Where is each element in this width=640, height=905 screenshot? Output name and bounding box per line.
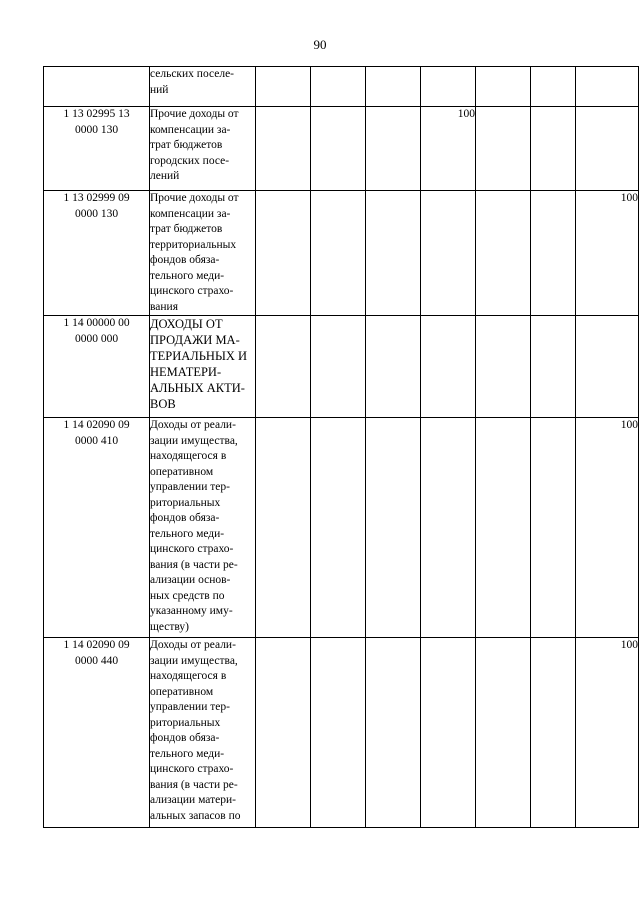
income-name-cell — [150, 316, 256, 418]
percent-value-cell — [366, 107, 421, 191]
income-name-cell — [150, 67, 256, 107]
income-name-line: управлении тер- — [150, 701, 230, 713]
percent-value-cell — [531, 191, 576, 316]
percent-value-cell — [476, 316, 531, 418]
income-name-line: ализации матери- — [150, 794, 236, 806]
percent-value-cell — [311, 191, 366, 316]
budget-code-line: 1 13 02995 13 — [63, 108, 130, 120]
percent-value-cell — [576, 316, 639, 418]
budget-code-cell — [44, 418, 150, 638]
percent-value-cell — [421, 418, 476, 638]
budget-code-line: 0000 130 — [74, 123, 119, 136]
income-name-line: Доходы от реали- — [150, 419, 236, 431]
income-name-line: альных запасов по — [150, 809, 241, 822]
income-name-line: компенсации за- — [150, 207, 231, 220]
income-name-line: зации имущества, — [150, 434, 238, 447]
income-name-cell — [150, 638, 256, 828]
income-name-line: оперативном — [150, 685, 214, 698]
income-name-line: тельного меди- — [150, 747, 225, 760]
percent-value-cell — [311, 107, 366, 191]
budget-code-line: 0000 440 — [74, 654, 119, 667]
budget-code-cell — [44, 67, 150, 107]
percent-value-cell — [256, 418, 311, 638]
percent-value-cell — [576, 107, 639, 191]
income-name-line: ПРОДАЖИ МА- — [150, 333, 240, 347]
table-row — [44, 638, 639, 828]
income-name-line: ализации основ- — [150, 574, 231, 586]
percent-value-cell — [476, 107, 531, 191]
income-name-cell — [150, 107, 256, 191]
income-name-line: тельного меди- — [150, 269, 225, 282]
income-name-line: зации имущества, — [150, 654, 238, 667]
budget-code-line: 1 13 02999 09 — [63, 192, 130, 204]
income-name-line: цинского страхо- — [150, 763, 234, 775]
percent-value-cell — [476, 418, 531, 638]
percent-value-cell — [311, 418, 366, 638]
income-name-line: фондов обяза- — [150, 254, 220, 266]
percent-value-cell — [531, 418, 576, 638]
percent-value-cell: 100 — [576, 418, 639, 638]
income-name-line: трат бюджетов — [150, 139, 223, 151]
percent-value-cell: 100 — [576, 191, 639, 316]
budget-code-line: 1 14 02090 09 — [63, 639, 130, 651]
percent-value-cell — [576, 67, 639, 107]
income-name-cell — [150, 418, 256, 638]
table-row — [44, 316, 639, 418]
budget-code-line: 0000 130 — [74, 207, 119, 220]
page-number: 90 — [313, 37, 327, 52]
percent-value-cell — [366, 67, 421, 107]
percent-value-cell — [476, 67, 531, 107]
percent-value-cell — [256, 191, 311, 316]
table-row — [44, 107, 639, 191]
income-name-line: находящегося в — [150, 670, 227, 682]
table-row — [44, 67, 639, 107]
budget-code-cell — [44, 316, 150, 418]
income-name-line: риториальных — [150, 716, 221, 729]
budget-code-cell — [44, 107, 150, 191]
income-name-line: НЕМАТЕРИ- — [150, 365, 222, 379]
income-name-line: городских посе- — [150, 154, 230, 167]
income-name-line: тельного меди- — [150, 527, 225, 540]
income-name-line: ществу) — [150, 620, 189, 633]
income-name-line: находящегося в — [150, 450, 227, 462]
income-name-line: указанному иму- — [150, 605, 233, 617]
percent-value-cell — [531, 67, 576, 107]
percent-value-cell — [531, 107, 576, 191]
budget-code-line: 1 14 02090 09 — [63, 419, 130, 431]
income-name-line: территориальных — [150, 238, 237, 251]
income-name-line: Прочие доходы от — [150, 192, 239, 204]
percent-value-cell — [366, 418, 421, 638]
income-name-line: ТЕРИАЛЬНЫХ И — [150, 349, 248, 363]
income-name-line: управлении тер- — [150, 481, 230, 493]
income-name-line: фондов обяза- — [150, 732, 220, 744]
percent-value-cell — [476, 638, 531, 828]
budget-code-line: 0000 410 — [74, 434, 119, 447]
budget-code-line: 0000 000 — [74, 332, 119, 345]
percent-value-cell — [366, 638, 421, 828]
budget-code-cell — [44, 638, 150, 828]
income-name-line: вания (в части ре- — [150, 778, 238, 791]
table-row — [44, 418, 639, 638]
percent-value-cell — [366, 191, 421, 316]
percent-value-cell — [311, 316, 366, 418]
income-name-line: риториальных — [150, 496, 221, 509]
income-name-line: вания (в части ре- — [150, 558, 238, 571]
percent-value-cell — [256, 107, 311, 191]
percent-value-cell — [256, 316, 311, 418]
percent-value-cell — [256, 67, 311, 107]
income-name-line: фондов обяза- — [150, 512, 220, 524]
income-name-line: АЛЬНЫХ АКТИ- — [150, 381, 245, 395]
percent-value-cell — [421, 191, 476, 316]
income-name-line: ний — [150, 83, 169, 96]
percent-value-cell — [531, 638, 576, 828]
percent-value-cell — [311, 67, 366, 107]
income-name-line: Доходы от реали- — [150, 639, 236, 651]
percent-value-cell — [256, 638, 311, 828]
budget-code-line: 1 14 00000 00 — [63, 317, 130, 329]
percent-value-cell — [421, 638, 476, 828]
income-name-line: сельских поселе- — [150, 68, 235, 80]
percent-value-cell — [421, 67, 476, 107]
percent-value-cell — [476, 191, 531, 316]
table-row — [44, 191, 639, 316]
percent-value-cell: 100 — [576, 638, 639, 828]
income-name-line: цинского страхо- — [150, 285, 234, 297]
percent-value-cell — [531, 316, 576, 418]
income-name-line: цинского страхо- — [150, 543, 234, 555]
percent-value-cell — [421, 316, 476, 418]
budget-classification-table — [43, 66, 639, 828]
income-name-line: вания — [150, 300, 178, 313]
percent-value-cell — [311, 638, 366, 828]
percent-value-cell: 100 — [421, 107, 476, 191]
income-name-line: ДОХОДЫ ОТ — [150, 317, 223, 331]
budget-code-cell — [44, 191, 150, 316]
income-name-line: лений — [150, 170, 180, 182]
income-name-line: компенсации за- — [150, 123, 231, 136]
income-name-cell — [150, 191, 256, 316]
income-name-line: трат бюджетов — [150, 223, 223, 235]
income-name-line: Прочие доходы от — [150, 108, 239, 120]
income-name-line: оперативном — [150, 465, 214, 478]
income-name-line: ных средств по — [150, 589, 225, 602]
income-name-line: ВОВ — [150, 397, 176, 411]
percent-value-cell — [366, 316, 421, 418]
